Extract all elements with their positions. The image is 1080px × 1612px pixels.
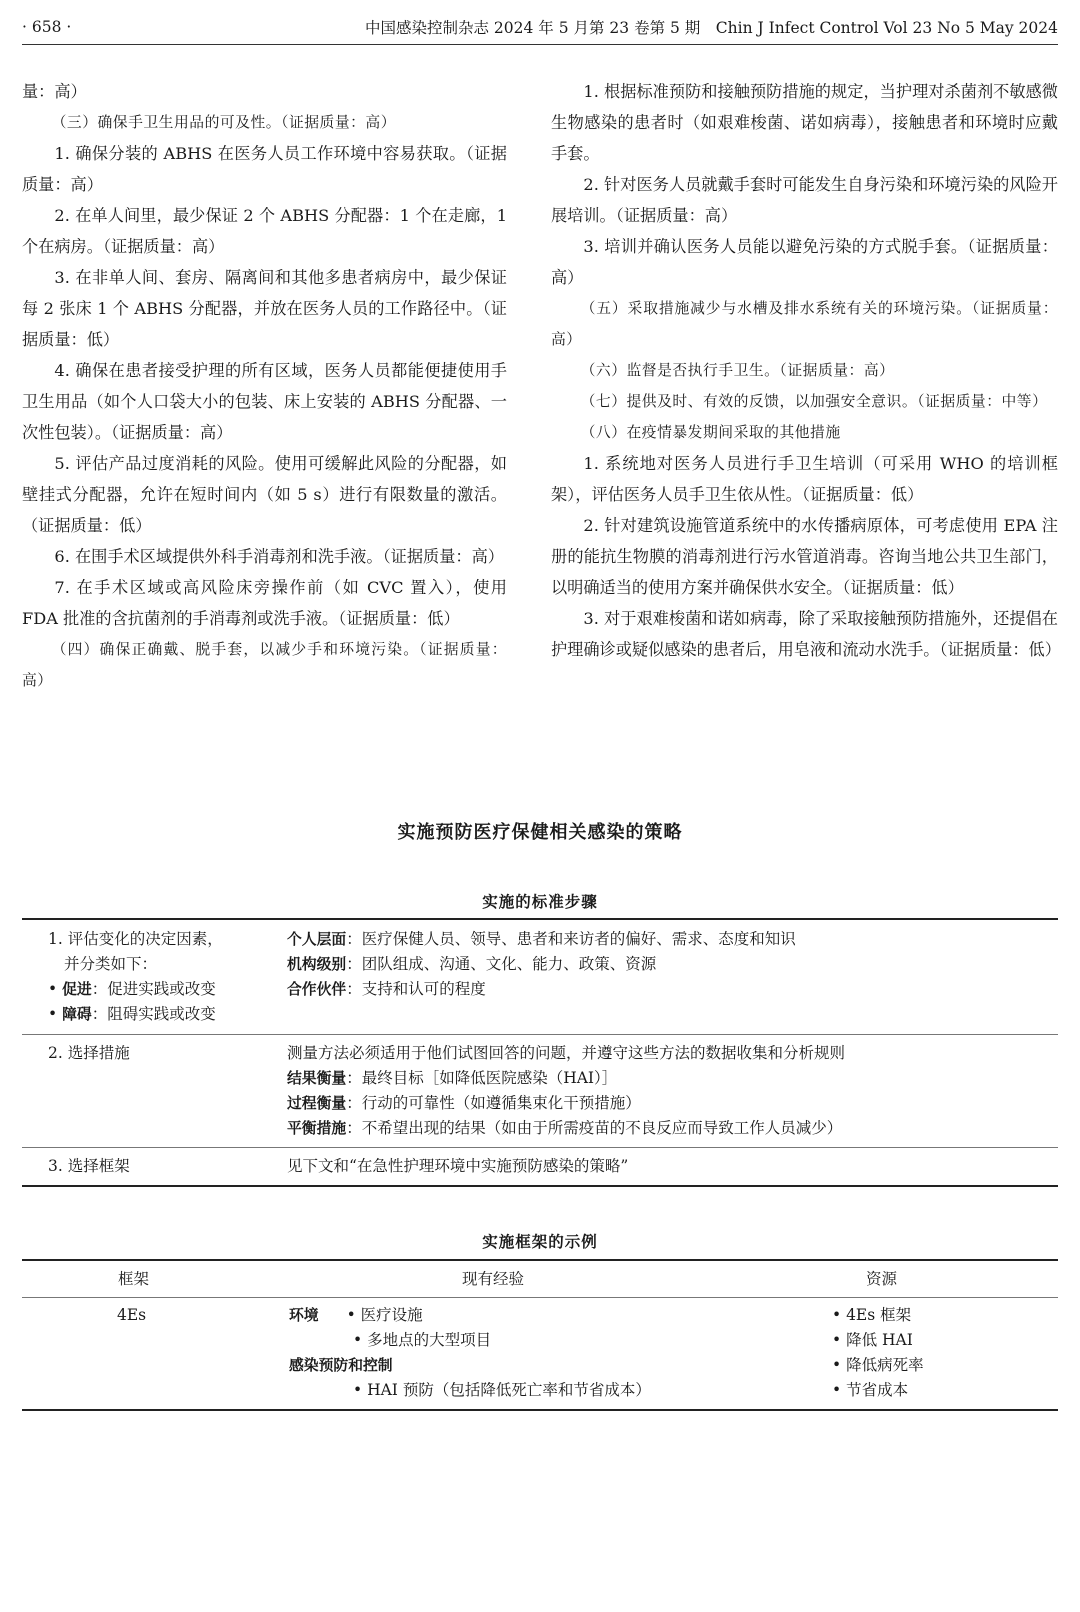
bold-label: 环境 — [289, 1307, 319, 1324]
cell-line — [287, 952, 1047, 977]
list-item: • 节省成本 — [832, 1381, 909, 1399]
cell-line: 并分类如下： — [64, 955, 158, 973]
cell-line — [287, 1091, 1047, 1116]
table1-top-rule — [22, 918, 1058, 920]
table2-title: 实施框架的示例 — [482, 1233, 598, 1251]
cell-line — [287, 927, 1047, 952]
cell-text: ：行动的可靠性（如遵循集束化干预措施） — [346, 1094, 641, 1112]
bold-label: 过程衡量 — [287, 1095, 347, 1112]
bold-label: 平衡措施 — [287, 1120, 347, 1137]
cell-line — [287, 977, 1047, 1002]
bold-label: 障碍 — [62, 1006, 92, 1023]
bullet-text: ：阻碍实践或改变 — [91, 1005, 216, 1023]
bold-label: 合作伙伴 — [287, 981, 347, 998]
table1-cell-detail — [287, 927, 1047, 1002]
table2-bottom-rule — [22, 1409, 1058, 1411]
paragraph: 量：高） — [22, 82, 87, 101]
paragraph: 2. 针对建筑设施管道系统中的水传播病原体，可考虑使用 EPA 注册的能抗生物膜的消毒剂进行污水管道消毒。咨询当地公共卫生部门，以明确适当的使用方案并确保供水安全。（证据质量：低） — [551, 516, 1058, 597]
subheading: （七）提供及时、有效的反馈，以加强安全意识。（证据质量：中等） — [580, 393, 1048, 410]
right-column — [551, 76, 1061, 665]
table2-header-resources: 资源 — [866, 1270, 898, 1288]
subheading: （六）监督是否执行手卫生。（证据质量：高） — [580, 362, 895, 379]
paragraph: 4. 确保在患者接受护理的所有区域，医务人员都能便捷使用手卫生用品（如个人口袋大小的包装、床上安装的 ABHS 分配器、一次性包装）。（证据质量：高） — [22, 361, 507, 442]
paragraph: 3. 对于艰难梭菌和诺如病毒，除了采取接触预防措施外，还提倡在护理确诊或疑似感染的患者后，用皂液和流动水洗手。（证据质量：低） — [551, 609, 1061, 659]
list-item: • HAI 预防（包括降低死亡率和节省成本） — [353, 1381, 651, 1399]
list-item: • 多地点的大型项目 — [353, 1331, 492, 1349]
list-item: • 降低 HAI — [832, 1331, 913, 1349]
cell-text: ：团队组成、沟通、文化、能力、政策、资源 — [346, 955, 657, 973]
table2-experience-cell — [289, 1303, 651, 1403]
experience-group — [289, 1303, 651, 1328]
journal-citation: 中国感染控制杂志 2024 年 5 月第 23 卷第 5 期 Chin J Infect Control Vol 23 No 5 May 2024 — [364, 19, 1058, 37]
bullet-item: • 促进：促进实践或改变 — [48, 980, 216, 998]
table2-resources-cell — [832, 1303, 924, 1403]
header-rule — [22, 44, 1058, 45]
paragraph: 2. 在单人间里，最少保证 2 个 ABHS 分配器：1 个在走廊，1 个在病房。（证据质量：高） — [22, 206, 507, 256]
paragraph: 1. 确保分装的 ABHS 在医务人员工作环境中容易获取。（证据质量：高） — [22, 144, 507, 194]
list-item: • 4Es 框架 — [832, 1306, 912, 1324]
subheading: （五）采取措施减少与水槽及排水系统有关的环境污染。（证据质量：高） — [551, 300, 1058, 348]
subheading: （四）确保正确戴、脱手套，以减少手和环境污染。（证据质量：高） — [22, 641, 507, 689]
page-number: · 658 · — [22, 18, 72, 36]
cell-line: 测量方法必须适用于他们试图回答的问题，并遵守这些方法的数据收集和分析规则 — [287, 1044, 846, 1062]
paragraph: 3. 在非单人间、套房、隔离间和其他多患者病房中，最少保证每 2 张床 1 个 ABHS 分配器，并放在医务人员的工作路径中。（证据质量：低） — [22, 268, 507, 349]
cell-line — [287, 1116, 1047, 1141]
subheading: （三）确保手卫生用品的可及性。（证据质量：高） — [51, 114, 397, 131]
paragraph: 6. 在围手术区域提供外科手消毒剂和洗手液。（证据质量：高） — [54, 547, 504, 566]
cell-text: ：医疗保健人员、领导、患者和来访者的偏好、需求、态度和知识 — [346, 930, 796, 948]
cell-line: 见下文和“在急性护理环境中实施预防感染的策略” — [287, 1157, 629, 1175]
bullet-text: ：促进实践或改变 — [91, 980, 216, 998]
table2-header-rule — [22, 1297, 1058, 1298]
table1-cell-step — [48, 927, 288, 1027]
cell-line — [287, 1066, 1047, 1091]
table1-cell-step — [48, 1041, 288, 1066]
paragraph: 7. 在手术区域或高风险床旁操作前（如 CVC 置入），使用 FDA 批准的含抗菌剂的手消毒剂或洗手液。（证据质量：低） — [22, 578, 507, 628]
paragraph: 3. 培训并确认医务人员能以避免污染的方式脱手套。（证据质量：高） — [551, 237, 1058, 287]
bold-label: 促进 — [62, 981, 92, 998]
cell-line: 2. 选择措施 — [48, 1044, 130, 1062]
bold-label: 个人层面 — [287, 931, 347, 948]
list-item: • 降低病死率 — [832, 1356, 924, 1374]
table2-top-rule — [22, 1259, 1058, 1261]
bullet-item: • 障碍：阻碍实践或改变 — [48, 1005, 216, 1023]
cell-line: 3. 选择框架 — [48, 1157, 130, 1175]
cell-text: ：最终目标［如降低医院感染（HAI）］ — [346, 1069, 618, 1087]
table1-title: 实施的标准步骤 — [482, 893, 598, 911]
paragraph: 5. 评估产品过度消耗的风险。使用可缓解此风险的分配器，如壁挂式分配器，允许在短时间内（如 5 s）进行有限数量的激活。（证据质量：低） — [22, 454, 507, 535]
table1-row-rule — [22, 1034, 1058, 1035]
cell-text: ：不希望出现的结果（如由于所需疫苗的不良反应而导致工作人员减少） — [346, 1119, 843, 1137]
subheading: （八）在疫情暴发期间采取的其他措施 — [580, 424, 841, 441]
table2-header-experience: 现有经验 — [462, 1270, 525, 1288]
bold-label: 结果衡量 — [287, 1070, 347, 1087]
running-header — [22, 14, 1058, 40]
bold-label: 机构级别 — [287, 956, 347, 973]
bold-label: 感染预防和控制 — [289, 1357, 393, 1374]
paragraph: 1. 系统地对医务人员进行手卫生培训（可采用 WHO 的培训框架），评估医务人员手卫生依从性。（证据质量：低） — [551, 454, 1058, 504]
section-title: 实施预防医疗保健相关感染的策略 — [397, 822, 683, 843]
cell-text: ：支持和认可的程度 — [346, 980, 486, 998]
table2-header-framework: 框架 — [118, 1270, 150, 1288]
cell-line: 1. 评估变化的决定因素， — [48, 930, 223, 948]
table1-cell-step — [48, 1154, 288, 1179]
table1-cell-detail — [287, 1041, 1047, 1141]
left-column — [22, 76, 507, 696]
table1-bottom-rule — [22, 1185, 1058, 1187]
table2-framework-cell: 4Es — [117, 1306, 147, 1324]
table1-row-rule — [22, 1147, 1058, 1148]
table1-cell-detail — [287, 1154, 1047, 1179]
paragraph: 2. 针对医务人员就戴手套时可能发生自身污染和环境污染的风险开展培训。（证据质量：高） — [551, 175, 1058, 225]
list-item: • 医疗设施 — [346, 1306, 423, 1324]
paragraph: 1. 根据标准预防和接触预防措施的规定，当护理对杀菌剂不敏感微生物感染的患者时（如艰难梭菌、诺如病毒），接触患者和环境时应戴手套。 — [551, 82, 1058, 163]
